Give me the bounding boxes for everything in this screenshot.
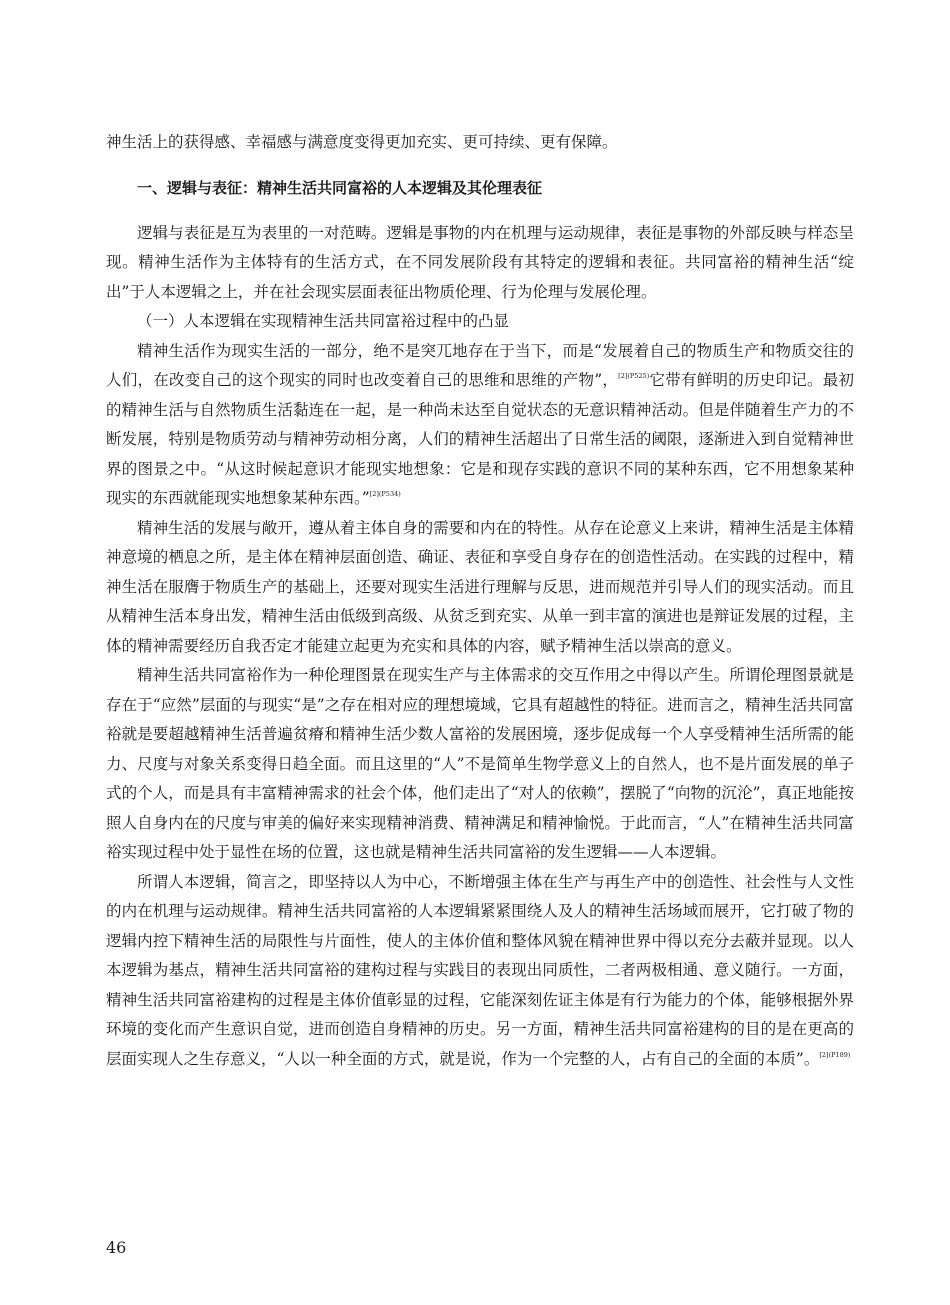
paragraph-3: 精神生活的发展与敞开，遵从着主体自身的需要和内在的特性。从存在论意义上来讲，精神生活是主体精神意境的栖息之所，是主体在精神层面创造、确证、表征和享受自身存在的创造性活动。在实践的过程中，精神生活在服膺于物质生产的基础上，还要对现实生活进行理解与反思，进而规范并引导人们的现实活动。而且从精神生活本身出发，精神生活由低级到高级、从贫乏到充实、从单一到丰富的演进也是辩证发展的过程，主体的精神需要经历自我否定才能建立起更为充实和具体的内容，赋予精神生活以崇高的意义。 — [106, 518, 854, 655]
continuation-paragraph: 神生活上的获得感、幸福感与满意度变得更加充实、更可持续、更有保障。 — [106, 133, 618, 151]
section-heading: 一、逻辑与表征：精神生活共同富裕的人本逻辑及其伦理表征 — [137, 178, 543, 197]
page-number: 46 — [106, 1238, 127, 1257]
paragraph-1: 逻辑与表征是互为表里的一对范畴。逻辑是事物的内在机理与运动规律，表征是事物的外部反映与样态呈现。精神生活作为主体特有的生活方式，在不同发展阶段有其特定的逻辑和表征。共同富裕的精神生活“绽出”于人本逻辑之上，并在社会现实层面表征出物质伦理、行为伦理与发展伦理。 — [106, 223, 854, 301]
paragraph-4: 精神生活共同富裕作为一种伦理图景在现实生产与主体需求的交互作用之中得以产生。所谓伦理图景就是存在于“应然”层面的与现实“是”之存在相对应的理想境域，它具有超越性的特征。进而言之，精神生活共同富裕就是要超越精神生活普遍贫瘠和精神生活少数人富裕的发展困境，逐步促成每一个人享受精神生活所需的能力、尺度与对象关系变得日趋全面。而且这里的“人”不是简单生物学意义上的自然人，也不是片面发展的单子式的个人，而是具有丰富精神需求的社会个体，他们走出了“对人的依赖”，摆脱了“向物的沉沦”，真正地能按照人自身内在的尺度与审美的偏好来实现精神消费、精神满足和精神愉悦。于此而言，“人”在精神生活共同富裕实现过程中处于显性在场的位置，这也就是精神生活共同富裕的发生逻辑——人本逻辑。 — [106, 666, 854, 861]
citation-marker: [2](P525) — [618, 372, 650, 380]
article-body — [106, 128, 854, 1074]
subsection-heading: （一）人本逻辑在实现精神生活共同富裕过程中的凸显 — [137, 312, 510, 330]
paragraph-2-text-b: 它带有鲜明的历史印记。最初的精神生活与自然物质生活黏连在一起，是一种尚未达至自觉状态的无意识精神活动。但是伴随着生产力的不断发展，特别是物质劳动与精神劳动相分离，人们的精神生活超出了日常生活的阈限，逐渐进入到自觉精神世界的图景之中。“从这时候起意识才能现实地想象：它是和现存实践的意识不同的某种东西，它不用想象某种现实的东西就能现实地想象某种东西。” — [106, 371, 854, 507]
paragraph-5-text: 所谓人本逻辑，简言之，即坚持以人为中心，不断增强主体在生产与再生产中的创造性、社会性与人文性的内在机理与运动规律。精神生活共同富裕的人本逻辑紧紧围绕人及人的精神生活场域而展开，它打破了物的逻辑内控下精神生活的局限性与片面性，使人的主体价值和整体风貌在精神世界中得以充分去蔽并显现。以人本逻辑为基点，精神生活共同富裕的建构过程与实践目的表现出同质性，二者两极相通、意义随行。一方面，精神生活共同富裕建构的过程是主体价值彰显的过程，它能深刻佐证主体是有行为能力的个体，能够根据外界环境的变化而产生意识自觉，进而创造自身精神的历史。另一方面，精神生活共同富裕建构的目的是在更高的层面实现人之生存意义，“人以一种全面的方式，就是说，作为一个完整的人，占有自己的全面的本质”。 — [106, 872, 854, 1068]
citation-marker: [2](P534) — [369, 490, 401, 498]
paragraph-2-text-a: 精神生活作为现实生活的一部分，绝不是突兀地存在于当下，而是“发展着自己的物质生产和物质交往的人们，在改变自己的这个现实的同时也改变着自己的思维和思维的产物”， — [106, 341, 854, 389]
paragraph-2 — [106, 337, 854, 514]
paragraph-5 — [106, 868, 854, 1075]
citation-marker: [2](P189) — [819, 1050, 851, 1059]
